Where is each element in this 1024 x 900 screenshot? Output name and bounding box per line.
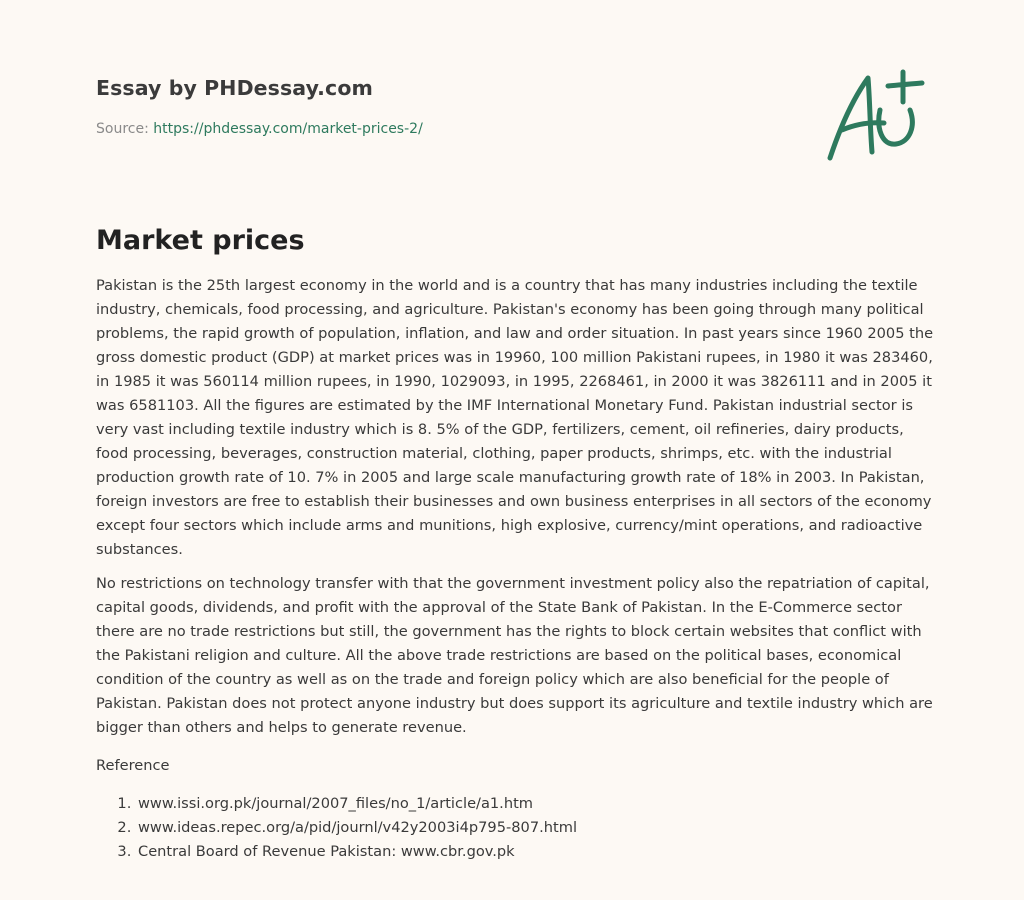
reference-item: 3. Central Board of Revenue Pakistan: www.cbr.gov.pk <box>136 840 936 864</box>
paragraph-1: Pakistan is the 25th largest economy in the world and is a country that has many industries including the textile industry, chemicals, food processing, and agriculture. Pakistan's economy has been going through many political problems, the rapid growth of population, inflation, and law and order situation. In past years since 1960 2005 the gross domestic product (GDP) at market prices was in 19960, 100 million Pakistani rupees, in 1980 it was 283460, in 1985 it was 560114 million rupees, in 1990, 1029093, in 1995, 2268461, in 2000 it was 3826111 and in 2005 it was 6581103. All the figures are estimated by the IMF International Monetary Fund. Pakistan industrial sector is very vast including textile industry which is 8. 5% of the GDP, fertilizers, cement, oil refineries, dairy products, food processing, beverages, construction material, clothing, paper products, shrimps, etc. with the industrial production growth rate of 10. 7% in 2005 and large scale manufacturing growth rate of 18% in 2003. In Pakistan, foreign investors are free to establish their businesses and own business enterprises in all sectors of the economy except four sectors which include arms and munitions, high explosive, currency/mint operations, and radioactive substances. <box>96 277 934 558</box>
article <box>96 225 936 864</box>
reference-list <box>96 792 936 864</box>
reference-item: 2. www.ideas.repec.org/a/pid/journl/v42y2003i4p795-807.html <box>136 816 936 840</box>
source-link[interactable]: https://phdessay.com/market-prices-2/ <box>153 121 423 137</box>
reference-label: Reference <box>96 757 170 774</box>
source-line <box>96 121 936 137</box>
paragraph-2: No restrictions on technology transfer with that the government investment policy also the repatriation of capital, capital goods, dividends, and profit with the approval of the State Bank of Pakistan. In the E-Commerce sector there are no trade restrictions but still, the government has the rights to block certain websites that conflict with the Pakistani religion and culture. All the above trade restrictions are based on the political bases, economical condition of the country as well as on the trade and foreign policy which are also beneficial for the people of Pakistan. Pakistan does not protect anyone industry but does support its agriculture and textile industry which are bigger than others and helps to generate revenue. <box>96 575 933 736</box>
page-header <box>96 76 936 137</box>
source-label: Source: <box>96 121 149 137</box>
a-plus-logo-icon <box>822 66 928 166</box>
site-title: Essay by PHDessay.com <box>96 76 373 100</box>
page-title: Market prices <box>96 225 305 256</box>
reference-item: 1. www.issi.org.pk/journal/2007_files/no_1/article/a1.htm <box>136 792 936 816</box>
